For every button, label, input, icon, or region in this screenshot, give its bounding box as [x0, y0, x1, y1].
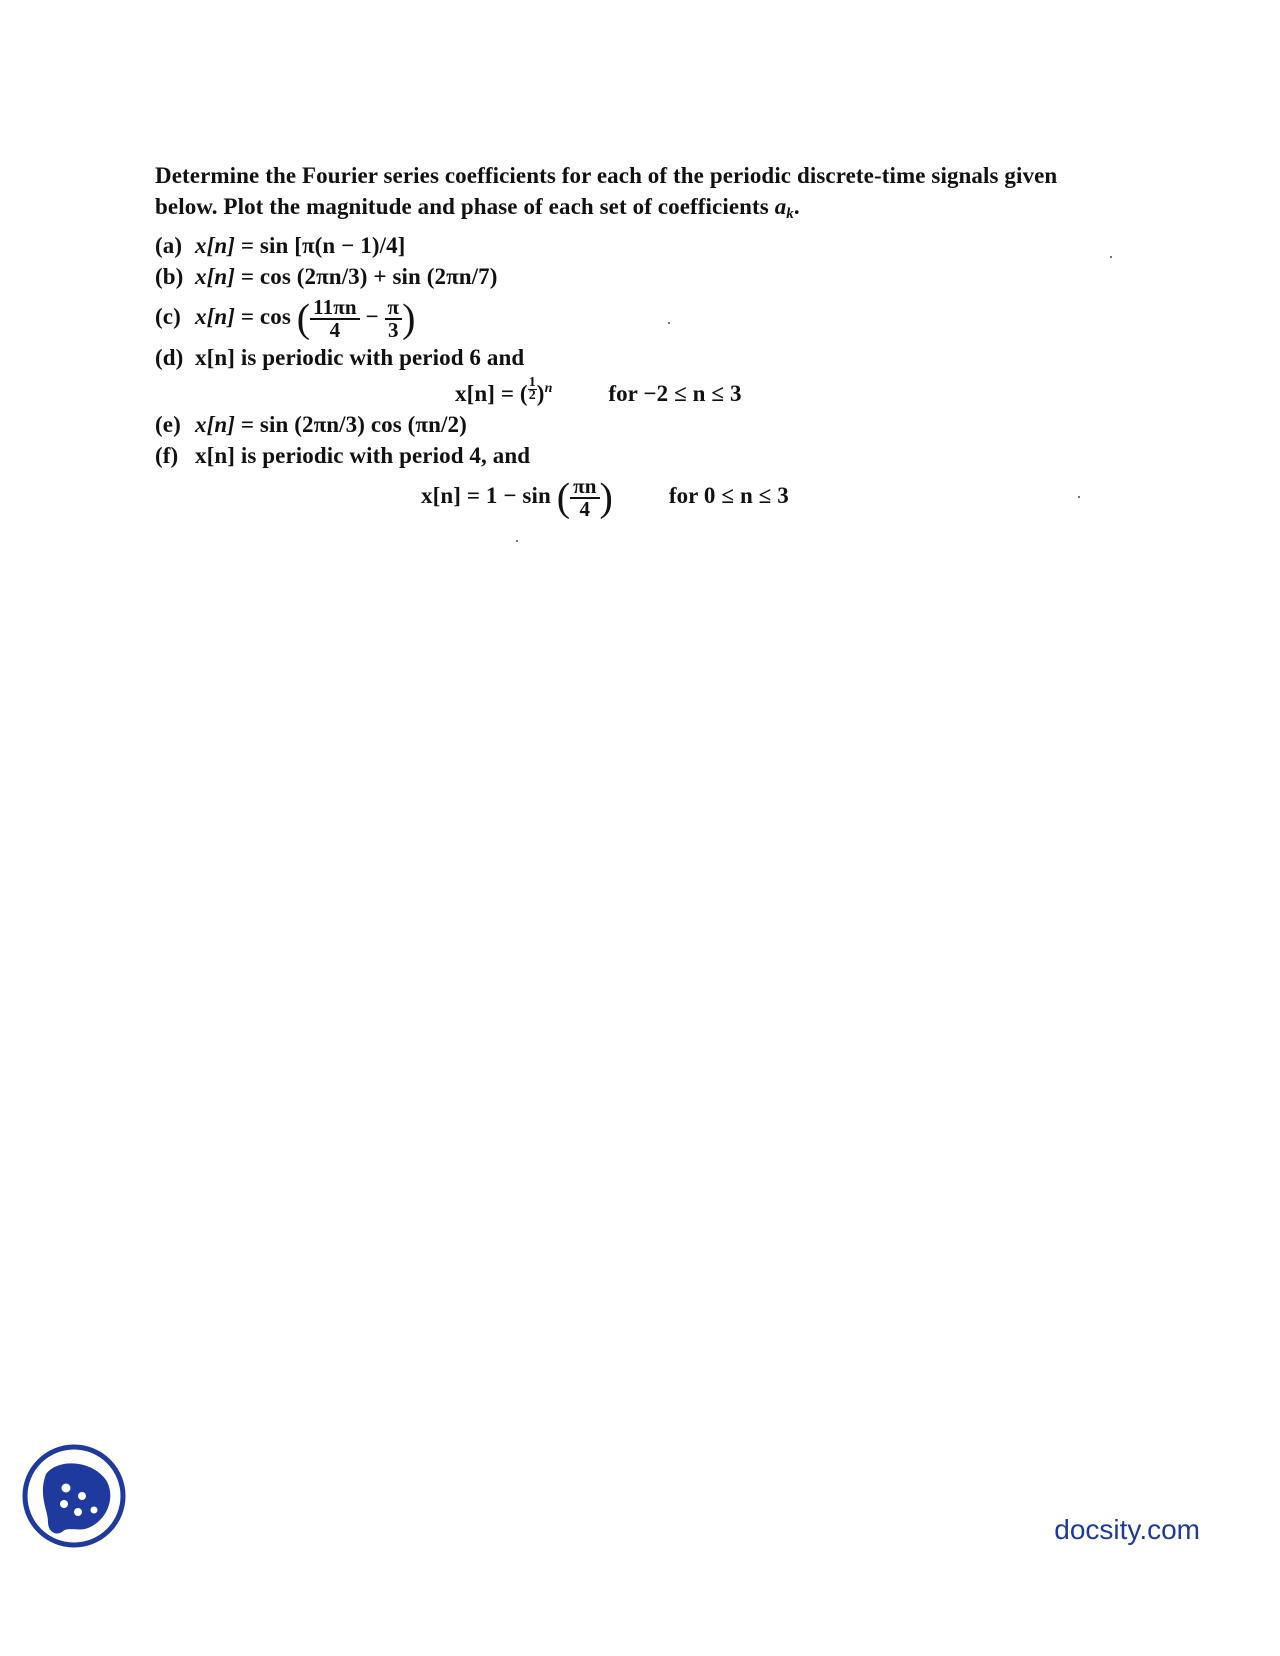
- part-d-eq-fraction: [528, 377, 537, 402]
- part-d-eq-frac-numerator: 1: [528, 375, 536, 390]
- intro-end: .: [793, 194, 800, 219]
- part-f: [155, 440, 1115, 471]
- problem-statement: [155, 160, 1115, 521]
- docsity-logo-icon[interactable]: [22, 1444, 126, 1548]
- part-b: [155, 261, 1115, 292]
- part-e: [155, 409, 1115, 440]
- part-f-label: (f): [155, 443, 179, 468]
- part-c-fraction-2: [385, 294, 403, 342]
- part-a-label: (a): [155, 233, 183, 258]
- part-f-range: for 0 ≤ n ≤ 3: [668, 483, 789, 508]
- part-f-eq-frac-numerator: πn: [570, 476, 599, 499]
- part-d-equation: [155, 373, 1115, 409]
- part-d-text: x[n] is periodic with period 6 and: [195, 345, 525, 370]
- part-a: [155, 230, 1115, 261]
- docsity-link[interactable]: docsity.com: [1054, 1514, 1200, 1545]
- part-c-label: (c): [155, 304, 181, 329]
- part-c-close-paren: ): [402, 295, 416, 341]
- part-c: [155, 292, 1115, 342]
- part-c-minus: −: [365, 304, 379, 329]
- part-a-lhs: x[n]: [195, 233, 236, 258]
- part-d-eq-frac-denominator: 2: [528, 388, 536, 403]
- part-f-eq-fraction: [570, 473, 599, 521]
- part-b-rhs: = cos (2πn/3) + sin (2πn/7): [240, 264, 498, 289]
- part-d: [155, 342, 1115, 373]
- part-b-label: (b): [155, 264, 184, 289]
- intro-coefficient-subscript: k: [786, 206, 794, 222]
- scan-speck: [1110, 256, 1112, 258]
- part-f-eq-frac-denominator: 4: [579, 496, 591, 521]
- part-a-rhs: = sin [π(n − 1)/4]: [240, 233, 406, 258]
- part-d-eq-lhs: x[n] = (: [455, 381, 528, 406]
- part-f-eq-lhs: x[n] = 1 − sin: [421, 483, 551, 508]
- part-f-text: x[n] is periodic with period 4, and: [195, 443, 531, 468]
- part-d-eq-exponent: n: [544, 381, 553, 396]
- part-d-range: for −2 ≤ n ≤ 3: [608, 381, 742, 406]
- scan-speck: [1078, 496, 1080, 498]
- docsity-logo-svg: [22, 1444, 126, 1548]
- part-d-label: (d): [155, 345, 184, 370]
- part-b-lhs: x[n]: [195, 264, 236, 289]
- intro-text: Determine the Fourier series coefficients for each of the periodic discrete-time signals given below. Plot the magnitude and phase of each set of coefficients: [155, 163, 1058, 219]
- part-c-frac1-denominator: 4: [329, 317, 341, 342]
- part-f-open-paren: (: [556, 474, 571, 520]
- part-f-close-paren: ): [599, 474, 613, 520]
- intro-coefficient: a: [774, 194, 787, 219]
- part-c-frac2-numerator: π: [385, 297, 403, 320]
- scan-speck: [668, 322, 670, 324]
- part-e-rhs: = sin (2πn/3) cos (πn/2): [240, 412, 467, 437]
- part-f-equation: [155, 471, 1115, 521]
- scan-speck: [516, 540, 518, 542]
- part-c-frac2-denominator: 3: [388, 317, 399, 342]
- problem-intro: [155, 160, 1115, 230]
- part-c-frac1-numerator: 11πn: [310, 297, 359, 320]
- part-e-label: (e): [155, 412, 181, 437]
- part-c-fraction-1: [310, 294, 359, 342]
- part-c-lhs: x[n]: [195, 304, 236, 329]
- part-d-eq-close: ): [536, 381, 545, 406]
- part-c-rhs-prefix: = cos: [240, 304, 291, 329]
- part-e-lhs: x[n]: [195, 412, 236, 437]
- part-c-open-paren: (: [296, 295, 311, 341]
